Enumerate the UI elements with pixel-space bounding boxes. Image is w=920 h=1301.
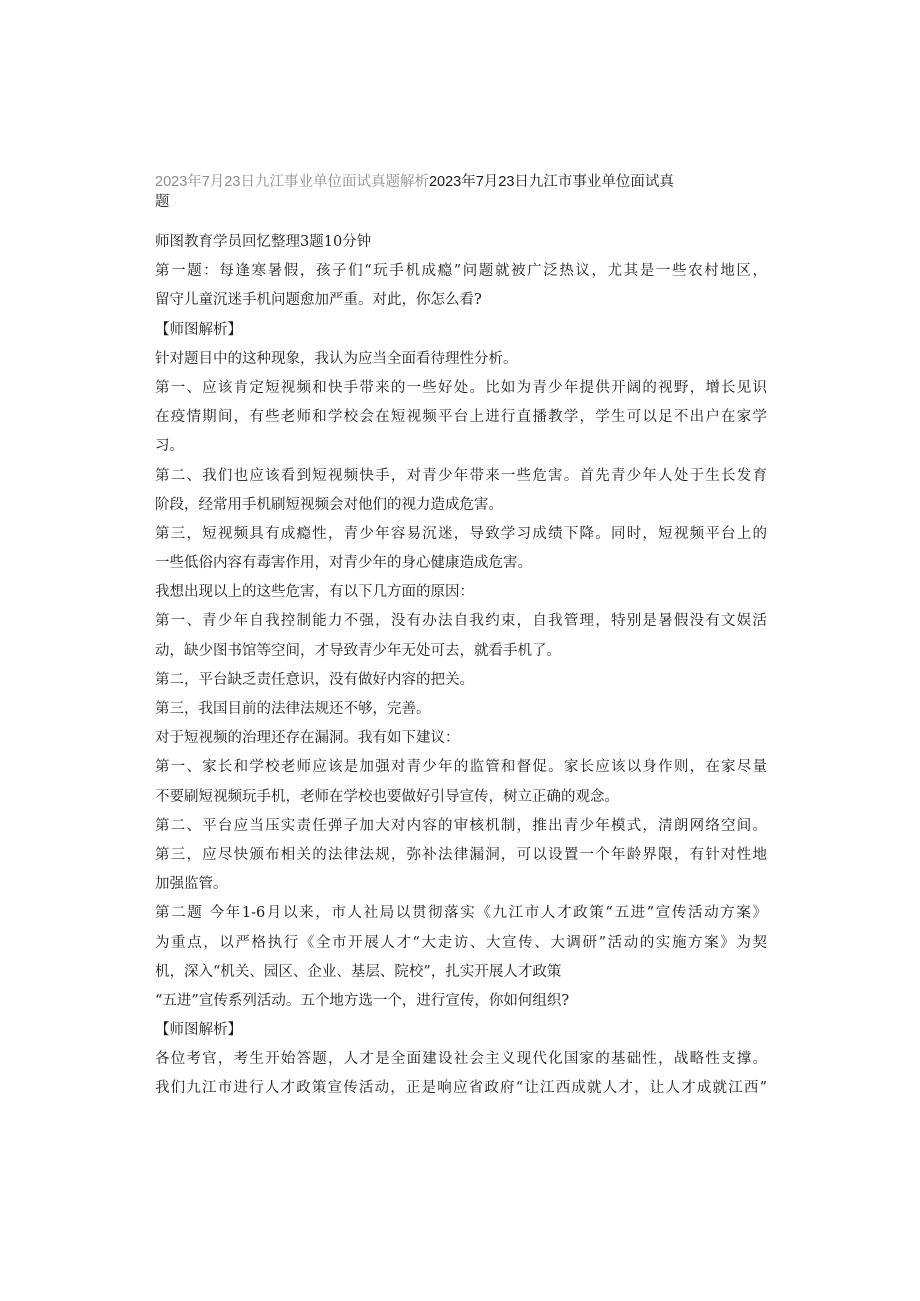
text-line: 一些低俗内容有毒害作用，对青少年的身心健康造成危害。 [155, 555, 532, 572]
text-line: 我们九江市进行人才政策宣传活动，正是响应省政府“让江西成就人才，让人才成就江西” [155, 1080, 767, 1097]
text-line: 第二，平台缺乏责任意识，没有做好内容的把关。 [155, 671, 474, 688]
text-line: 机，深入“机关、园区、企业、基层、院校”，扎实开展人才政策 [155, 963, 562, 980]
text-line: “五进”宣传系列活动。五个地方选一个，进行宣传，你如何组织? [155, 992, 570, 1009]
text-line: 在疫情期间，有些老师和学校会在短视频平台上进行直播教学，学生可以足不出户在家学 [155, 409, 767, 426]
text-line: 对于短视频的治理还存在漏洞。我有如下建议： [155, 730, 460, 747]
text-line: 第二题 今年1-6月以来，市人社局以贯彻落实《九江市人才政策“五进”宣传活动方案》 [155, 905, 767, 922]
text-line: 第一题：每逢寒暑假，孩子们“玩手机成瘾”问题就被广泛热议，尤其是一些农村地区， [155, 263, 767, 280]
text-line: 阶段，经常用手机刷短视频会对他们的视力造成危害。 [155, 496, 503, 513]
text-line: 第二、平台应当压实责任弹子加大对内容的审核机制，推出青少年模式，清朗网络空间。 [155, 817, 767, 834]
text-line: 【师图解析】 [155, 1022, 242, 1039]
text-line: 【师图解析】 [155, 321, 242, 338]
document-body [155, 228, 767, 1104]
text-line: 动，缺少图书馆等空间，才导致青少年无处可去，就看手机了。 [155, 642, 561, 659]
text-line: 第一、应该肯定短视频和快手带来的一些好处。比如为青少年提供开阔的视野，增长见识 [155, 379, 767, 396]
text-line: 第三，我国目前的法律法规还不够，完善。 [155, 701, 431, 717]
text-line: 留守儿童沉迷手机问题愈加严重。对此，你怎么看? [155, 292, 482, 309]
text-line: 为重点，以严格执行《全市开展人才“大走访、大宣传、大调研”活动的实施方案》为契 [155, 934, 767, 951]
title-dark-part-continued: 题 [155, 194, 170, 210]
document-title [155, 172, 775, 212]
title-dark-part: 2023年7月23日九江市事业单位面试真 [428, 174, 674, 190]
text-line: 第三，短视频具有成瘾性，青少年容易沉迷，导致学习成绩下降。同时，短视频平台上的 [155, 525, 767, 542]
text-line: 第二、我们也应该看到短视频快手，对青少年带来一些危害。首先青少年人处于生长发育 [155, 467, 767, 484]
title-grey-part: 2023年7月23日九江事业单位面试真题解析 [155, 174, 429, 190]
text-line: 我想出现以上的这些危害，有以下几方面的原因： [155, 584, 474, 601]
text-line: 第一、青少年自我控制能力不强，没有办法自我约束，自我管理，特别是暑假没有文娱活 [155, 613, 767, 630]
text-line: 针对题目中的这种现象，我认为应当全面看待理性分析。 [155, 350, 518, 367]
text-line: 加强监管。 [155, 876, 228, 893]
text-line: 习。 [155, 438, 184, 455]
text-line: 第一、家长和学校老师应该是加强对青少年的监管和督促。家长应该以身作则，在家尽量 [155, 759, 767, 776]
text-line: 第三，应尽快颁布相关的法律法规，弥补法律漏洞，可以设置一个年龄界限，有针对性地 [155, 846, 767, 863]
text-line: 各位考官，考生开始答题，人才是全面建设社会主义现代化国家的基础性，战略性支撑。 [155, 1051, 767, 1068]
text-line: 师图教育学员回忆整理3题10分钟 [155, 234, 372, 250]
text-line: 不要刷短视频玩手机，老师在学校也要做好引导宣传，树立正确的观念。 [155, 788, 619, 805]
